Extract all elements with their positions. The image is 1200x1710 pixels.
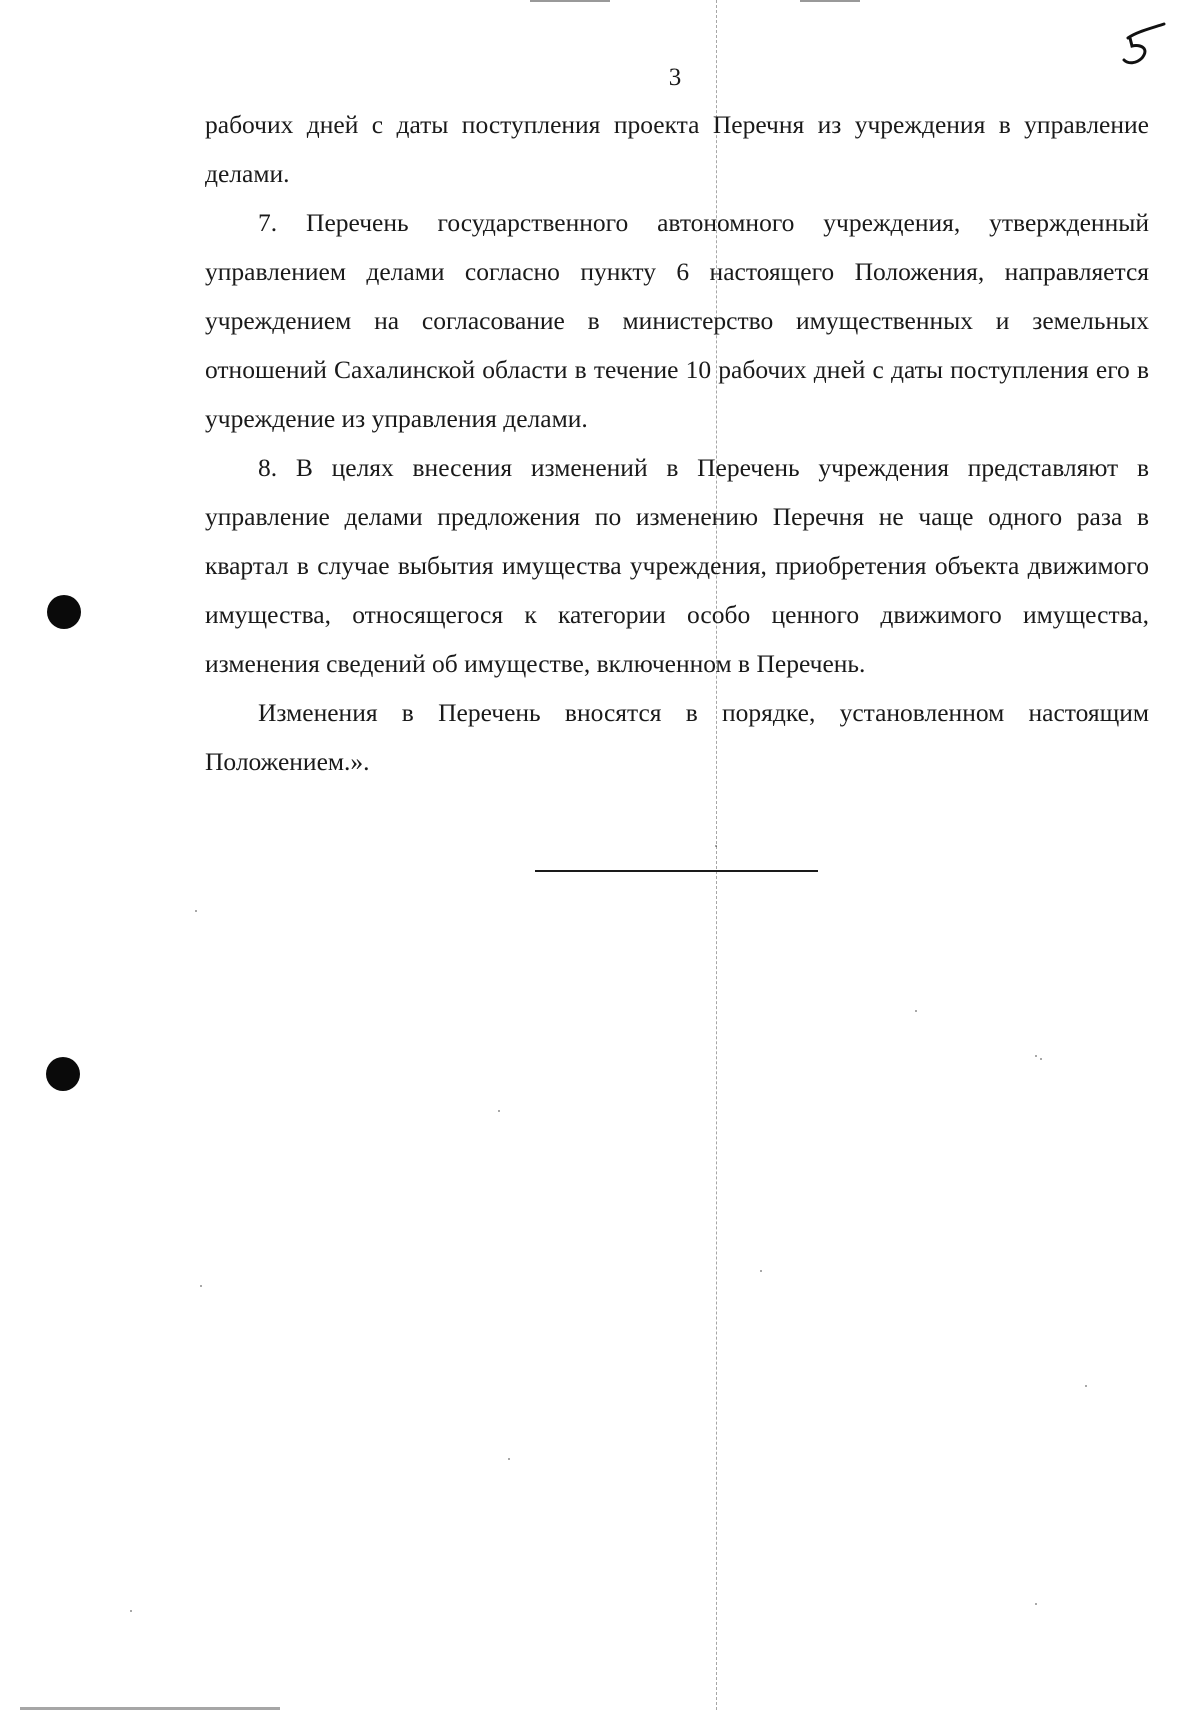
scan-speck [200, 1285, 202, 1287]
scan-speck [1085, 1385, 1087, 1387]
scan-speck [915, 1010, 917, 1012]
paragraph-item-8: 8. В целях внесения изменений в Перечень учреждения представляют в управление делами предложения по изменению Перечня не чаще одного раза в квартал в случае выбытия имущества учреждения, приобретения объекта движимого имущества, относящегося к категории особо ценного движимого имущества, изменения сведений об имуществе, включенном в Перечень. [205, 453, 1149, 678]
handwritten-sheet-number [1118, 14, 1170, 70]
scan-speck [508, 1458, 510, 1460]
scan-speck [195, 910, 197, 912]
page-number: 3 [668, 64, 682, 91]
scan-speck [498, 1110, 500, 1112]
end-of-text-rule [535, 870, 818, 872]
scan-speck [1035, 1603, 1037, 1605]
scan-speck [1035, 1055, 1037, 1057]
scan-top-edge [800, 0, 860, 2]
punch-hole [46, 1057, 80, 1091]
scan-speck [760, 1270, 762, 1272]
paragraph-item-7: 7. Перечень государственного автономного учреждения, утвержденный управлением делами согласно пункту 6 настоящего Положения, направляется учреждением на согласование в министерство имущественных и земельных отношений Сахалинской области в течение 10 рабочих дней с даты поступления его в учреждение из управления делами. [205, 208, 1149, 433]
scan-speck [130, 1610, 132, 1612]
paragraph-changes: Изменения в Перечень вносятся в порядке, установленном настоящим Положением.». [205, 698, 1149, 776]
document-body [205, 100, 1149, 786]
scan-top-edge [530, 0, 610, 2]
punch-hole [47, 595, 81, 629]
scan-speck [715, 845, 717, 847]
scan-speck [1040, 1058, 1042, 1060]
paragraph-continuation: рабочих дней с даты поступления проекта Перечня из учреждения в управление делами. [205, 110, 1149, 188]
